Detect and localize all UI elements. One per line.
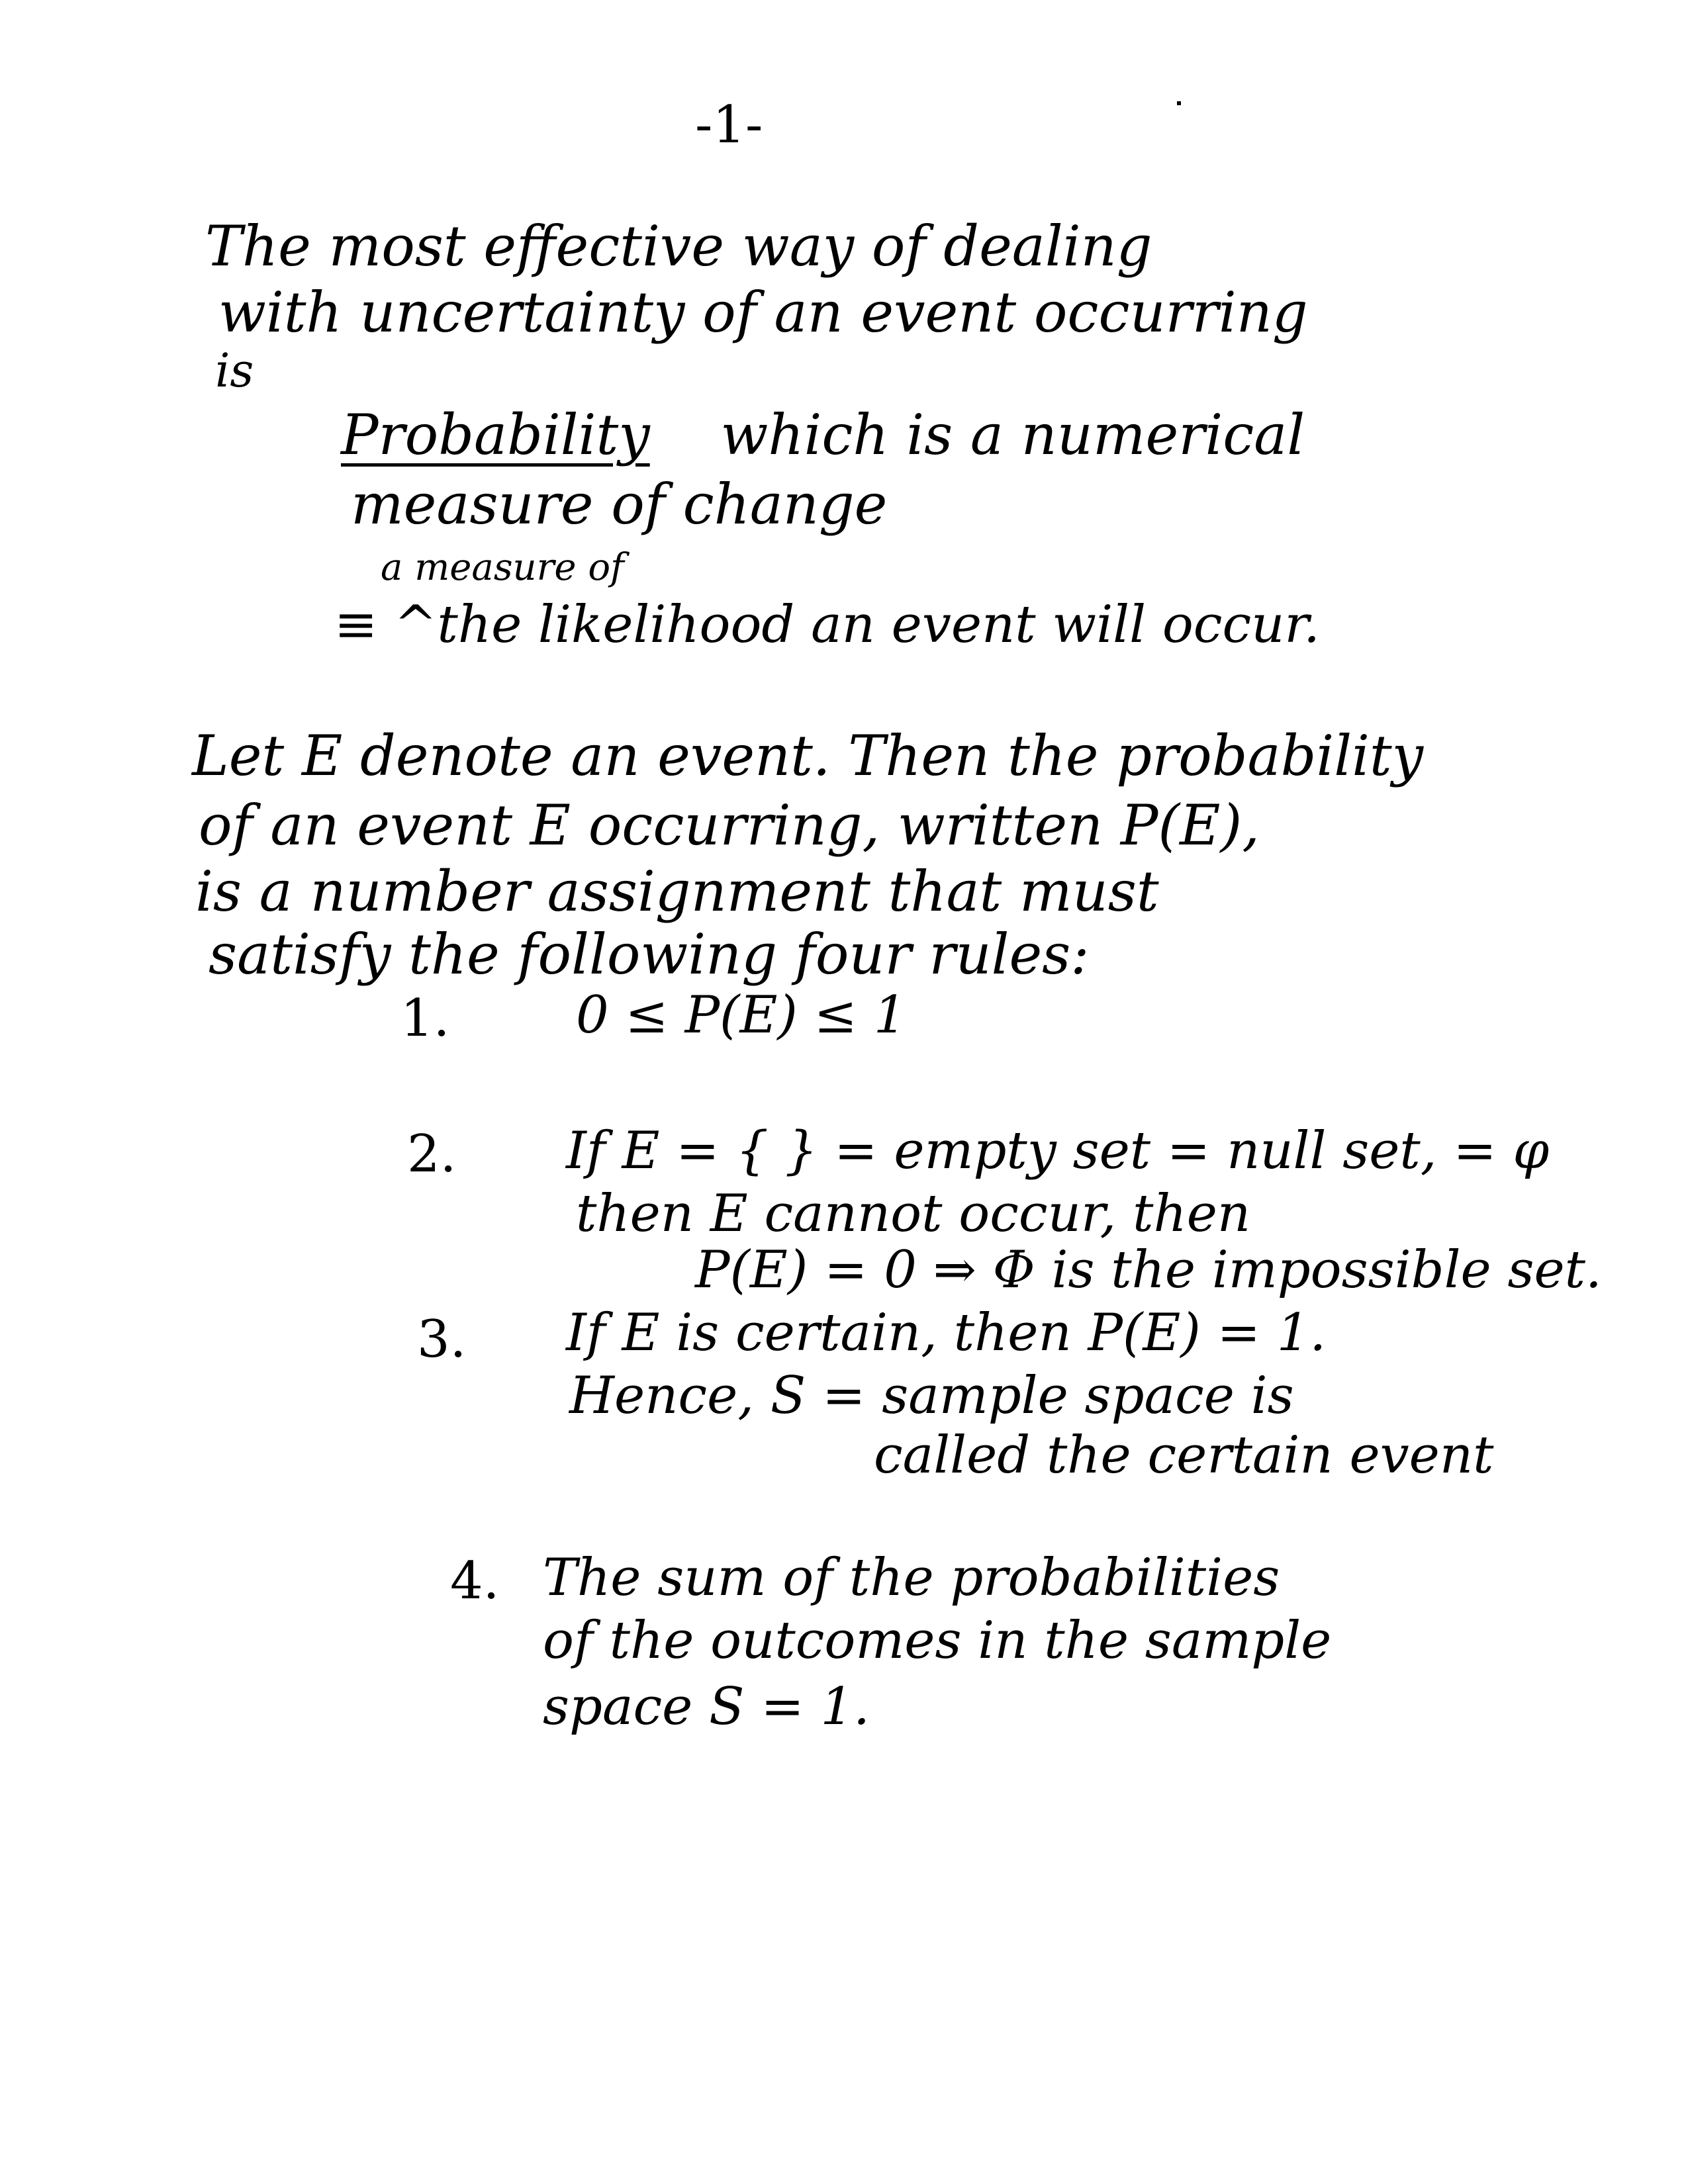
definition-line-3: is a number assignment that must bbox=[195, 859, 1159, 924]
rule-2-number: 2. bbox=[407, 1124, 457, 1184]
rule-4-line-3: space S = 1. bbox=[543, 1677, 870, 1737]
rule-2-line-3: P(E) = 0 ⇒ Φ is the impossible set. bbox=[695, 1240, 1602, 1300]
rule-4-line-2: of the outcomes in the sample bbox=[543, 1611, 1332, 1670]
term-probability: Probability bbox=[341, 402, 650, 467]
intro-line-2: with uncertainty of an event occurring bbox=[218, 280, 1308, 345]
equivalence-caret-symbol: ≡ ^ bbox=[334, 595, 438, 655]
rule-3-number: 3. bbox=[417, 1310, 467, 1369]
intro-line-5: measure of change bbox=[351, 472, 888, 537]
rule-4-line-1-text: The sum of the probabilities bbox=[543, 1548, 1280, 1608]
intro-line-4 bbox=[341, 402, 1305, 467]
rule-1-line-1: 0 ≤ P(E) ≤ 1 bbox=[576, 985, 907, 1045]
rule-4-number: 4. bbox=[450, 1551, 500, 1611]
rule-3-line-2: Hence, S = sample space is bbox=[569, 1366, 1294, 1426]
rule-2-line-1: If E = { } = empty set = null set, = φ bbox=[566, 1121, 1550, 1181]
intro-line-3: is bbox=[215, 343, 254, 398]
page-number: -1- bbox=[695, 95, 763, 155]
intro-line-6-text: the likelihood an event will occur. bbox=[437, 595, 1320, 655]
rule-4-line-1 bbox=[543, 1548, 1280, 1608]
intro-line-6 bbox=[334, 595, 1320, 655]
intro-insertion: a measure of bbox=[381, 546, 624, 589]
intro-line-1: The most effective way of dealing bbox=[205, 214, 1152, 279]
intro-line-4-rest: which is a numerical bbox=[720, 402, 1305, 467]
rule-3-line-3: called the certain event bbox=[874, 1426, 1494, 1485]
definition-line-1: Let E denote an event. Then the probability bbox=[192, 723, 1424, 788]
definition-line-2: of an event E occurring, written P(E), bbox=[199, 793, 1260, 858]
definition-line-4: satisfy the following four rules: bbox=[209, 922, 1090, 987]
scan-speck bbox=[1177, 101, 1181, 105]
rule-2-line-2: then E cannot occur, then bbox=[576, 1184, 1251, 1244]
rule-3-line-1: If E is certain, then P(E) = 1. bbox=[566, 1303, 1327, 1363]
rule-1-number: 1. bbox=[400, 989, 450, 1048]
